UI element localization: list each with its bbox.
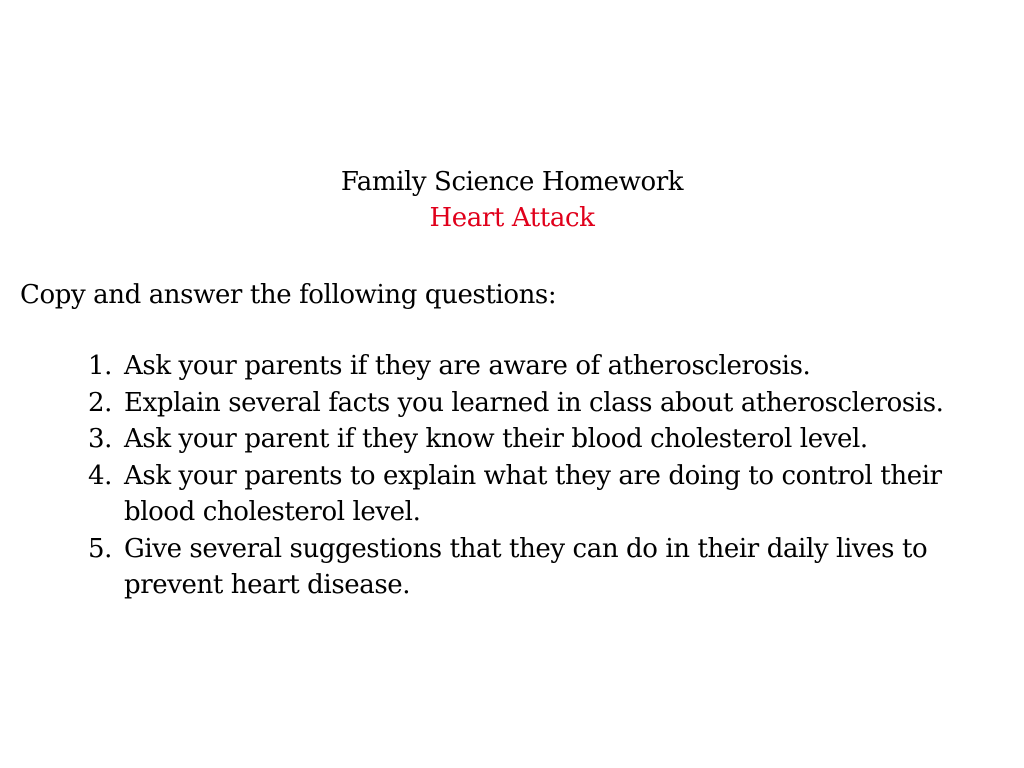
question-item [88,348,988,385]
question-text: Ask your parents if they are aware of atherosclerosis. [124,351,811,381]
question-text: Explain several facts you learned in class about atherosclerosis. [124,387,944,418]
question-text-continued: blood cholesterol level. [124,497,421,527]
question-item [88,385,988,422]
question-number: 3. [88,424,113,454]
question-text: Ask your parent if they know their blood cholesterol level. [124,424,868,454]
question-text: Ask your parents to explain what they are doing to control their [124,460,942,491]
question-list [88,348,988,604]
question-item [88,531,988,604]
question-text-continued: prevent heart disease. [124,570,411,600]
header [0,164,1024,236]
question-text: Give several suggestions that they can do in their daily lives to [124,533,928,564]
question-item [88,421,988,458]
question-number: 4. [88,460,113,491]
instruction-text: Copy and answer the following questions: [20,280,557,310]
question-number: 1. [88,351,113,381]
page-title: Family Science Homework [340,167,684,197]
question-number: 2. [88,387,113,418]
question-number: 5. [88,533,113,564]
page-subtitle: Heart Attack [429,203,595,233]
question-item [88,458,988,531]
